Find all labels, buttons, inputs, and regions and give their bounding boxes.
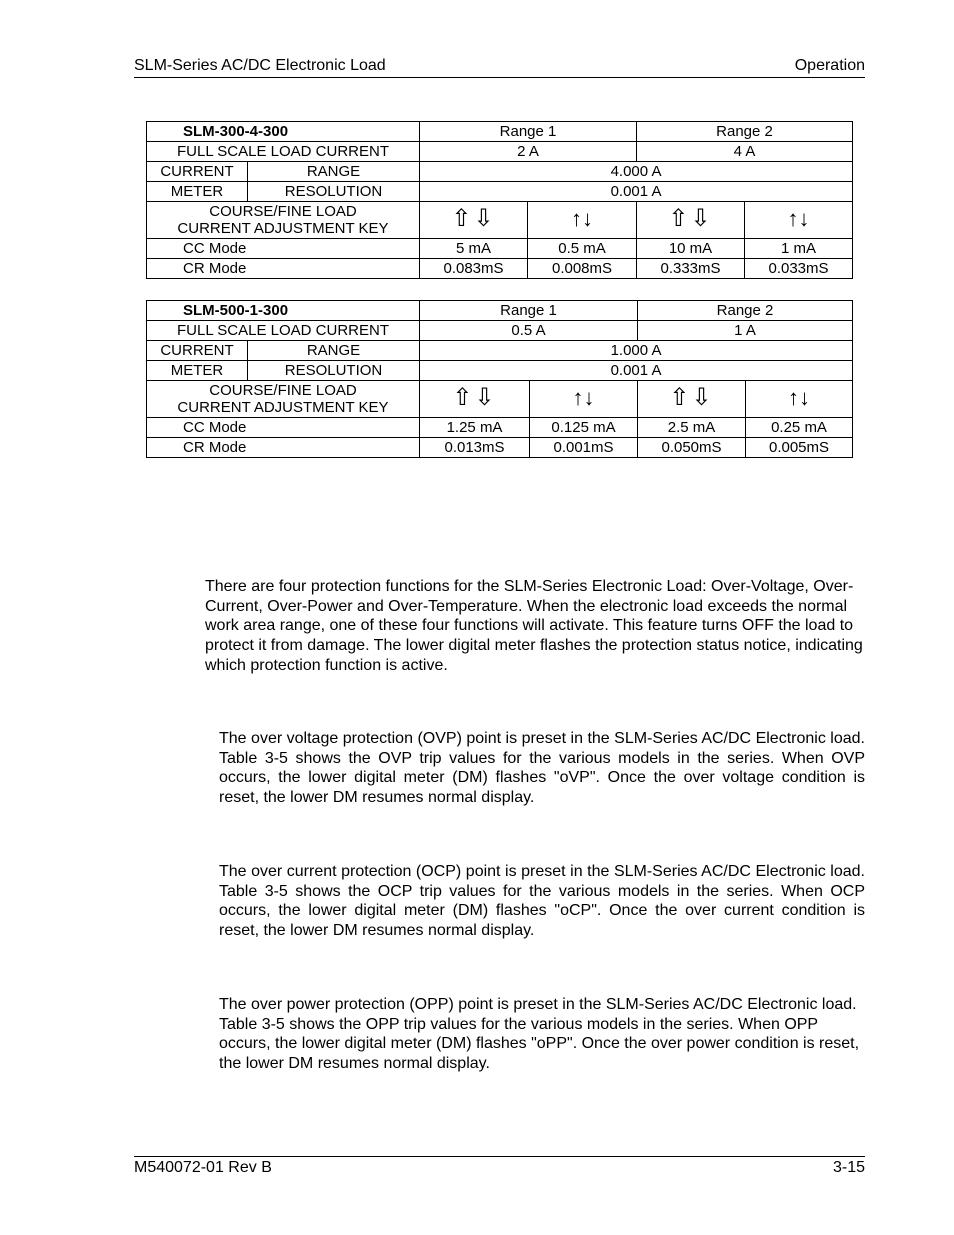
table-row <box>147 418 853 438</box>
range1-header: Range 1 <box>420 122 637 142</box>
hollow-up-down-arrows-icon: ⇧⇩ <box>669 384 714 411</box>
hollow-up-down-arrows-icon: ⇧⇩ <box>668 205 713 232</box>
thin-up-down-arrows-icon: ↑↓ <box>788 385 811 410</box>
cr-value: 0.005mS <box>746 438 853 458</box>
table-row <box>147 259 853 279</box>
page-footer <box>134 1156 865 1176</box>
fsl-label: FULL SCALE LOAD CURRENT <box>147 142 420 162</box>
cr-value: 0.013mS <box>420 438 530 458</box>
cr-value: 0.083mS <box>420 259 528 279</box>
document-revision: M540072-01 Rev B <box>134 1159 272 1176</box>
fine-key-cell <box>746 381 853 418</box>
fine-key-cell <box>745 202 853 239</box>
thin-up-down-arrows-icon: ↑↓ <box>787 206 810 231</box>
cr-mode-label: CR Mode <box>147 259 420 279</box>
fsl-range2: 4 A <box>637 142 853 162</box>
current-meter-label-1: CURRENT <box>147 162 248 182</box>
cc-value: 0.5 mA <box>528 239 637 259</box>
table-row <box>147 341 853 361</box>
key-label-line2: CURRENT ADJUSTMENT KEY <box>177 399 389 416</box>
range-value: 4.000 A <box>420 162 853 182</box>
key-label-line2: CURRENT ADJUSTMENT KEY <box>177 220 389 237</box>
table-row <box>147 301 853 321</box>
current-meter-label-2: METER <box>147 361 248 381</box>
header-section: Operation <box>794 57 865 74</box>
cc-value: 2.5 mA <box>638 418 746 438</box>
cc-value: 0.25 mA <box>746 418 853 438</box>
spec-table-slm-500 <box>146 300 853 458</box>
page-number: 3-15 <box>832 1159 865 1176</box>
header-title: SLM-Series AC/DC Electronic Load <box>134 57 386 74</box>
cr-value: 0.008mS <box>528 259 637 279</box>
cc-value: 5 mA <box>420 239 528 259</box>
coarse-key-cell <box>638 381 746 418</box>
cr-mode-label: CR Mode <box>147 438 420 458</box>
thin-up-down-arrows-icon: ↑↓ <box>571 206 594 231</box>
cr-value: 0.001mS <box>530 438 638 458</box>
fsl-label: FULL SCALE LOAD CURRENT <box>147 321 420 341</box>
table-row <box>147 361 853 381</box>
cc-value: 1.25 mA <box>420 418 530 438</box>
fsl-range1: 2 A <box>420 142 637 162</box>
cr-value: 0.333mS <box>637 259 745 279</box>
table-row <box>147 438 853 458</box>
protection-intro-paragraph: There are four protection functions for the SLM-Series Electronic Load: Over-Voltage, Over-Current, Over-Power and Over-Temperature. When the electronic load exceeds the normal work area range, one of these four functions will activate. This feature turns OFF the load to protect it from damage. The lower digital meter flashes the protection status notice, indicating which protection function is active. <box>205 578 863 674</box>
cc-mode-label: CC Mode <box>147 239 420 259</box>
resolution-label: RESOLUTION <box>248 182 420 202</box>
cr-value: 0.050mS <box>638 438 746 458</box>
range2-header: Range 2 <box>638 301 853 321</box>
hollow-up-down-arrows-icon: ⇧⇩ <box>451 205 496 232</box>
cc-value: 10 mA <box>637 239 745 259</box>
current-meter-label-2: METER <box>147 182 248 202</box>
table-row <box>147 202 853 239</box>
coarse-key-cell <box>420 202 528 239</box>
coarse-key-cell <box>637 202 745 239</box>
table-row <box>147 122 853 142</box>
range-label: RANGE <box>248 341 420 361</box>
adjustment-key-label <box>147 381 420 418</box>
ocp-paragraph: The over current protection (OCP) point is preset in the SLM-Series AC/DC Electronic load. Table 3-5 shows the OCP trip values for the various models in the series. When OCP occurs, the lower digital meter (DM) flashes "oCP". Once the over current condition is reset, the lower DM resumes normal display. <box>219 863 865 940</box>
fine-key-cell <box>528 202 637 239</box>
table-row <box>147 162 853 182</box>
fine-key-cell <box>530 381 638 418</box>
coarse-key-cell <box>420 381 530 418</box>
range-label: RANGE <box>248 162 420 182</box>
thin-up-down-arrows-icon: ↑↓ <box>572 385 595 410</box>
range-value: 1.000 A <box>420 341 853 361</box>
key-label-line1: COURSE/FINE LOAD <box>209 382 357 399</box>
adjustment-key-label <box>147 202 420 239</box>
cr-value: 0.033mS <box>745 259 853 279</box>
resolution-value: 0.001 A <box>420 361 853 381</box>
key-label-line1: COURSE/FINE LOAD <box>209 203 357 220</box>
resolution-value: 0.001 A <box>420 182 853 202</box>
model-name: SLM-500-1-300 <box>147 301 420 321</box>
table-row <box>147 142 853 162</box>
fsl-range2: 1 A <box>638 321 853 341</box>
ovp-paragraph: The over voltage protection (OVP) point is preset in the SLM-Series AC/DC Electronic load. Table 3-5 shows the OVP trip values for the various models in the series. When OVP occurs, the lower digital meter (DM) flashes "oVP". Once the over voltage condition is reset, the lower DM resumes normal display. <box>219 730 865 807</box>
cc-mode-label: CC Mode <box>147 418 420 438</box>
spec-table-slm-300 <box>146 121 853 279</box>
fsl-range1: 0.5 A <box>420 321 638 341</box>
resolution-label: RESOLUTION <box>248 361 420 381</box>
table-row <box>147 239 853 259</box>
hollow-up-down-arrows-icon: ⇧⇩ <box>452 384 497 411</box>
table-row <box>147 381 853 418</box>
page-header <box>134 57 865 78</box>
model-name: SLM-300-4-300 <box>147 122 420 142</box>
cc-value: 0.125 mA <box>530 418 638 438</box>
current-meter-label-1: CURRENT <box>147 341 248 361</box>
opp-paragraph: The over power protection (OPP) point is preset in the SLM-Series AC/DC Electronic load. Table 3-5 shows the OPP trip values for the various models in the series. When OPP occurs, the lower digital meter (DM) flashes "oPP". Once the over power condition is reset, the lower DM resumes normal display. <box>219 996 860 1073</box>
range2-header: Range 2 <box>637 122 853 142</box>
table-row <box>147 182 853 202</box>
range1-header: Range 1 <box>420 301 638 321</box>
cc-value: 1 mA <box>745 239 853 259</box>
table-row <box>147 321 853 341</box>
